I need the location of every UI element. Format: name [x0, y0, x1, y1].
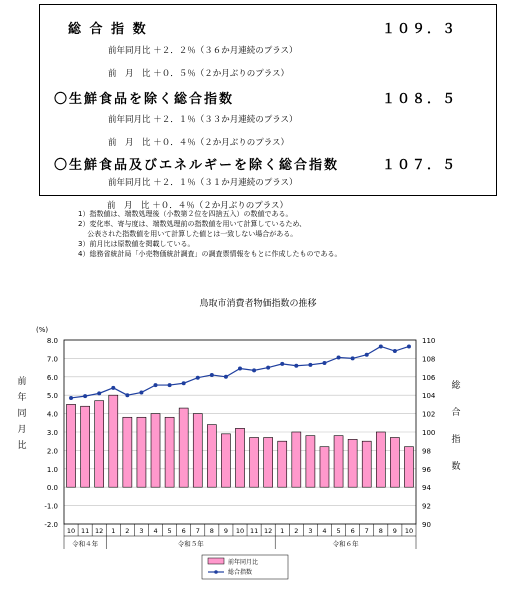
x-tick-label: 6 — [350, 527, 355, 535]
index-line — [71, 346, 409, 398]
index-point — [196, 376, 200, 380]
right-axis-label-char: 指 — [451, 435, 461, 445]
x-tick-label: 10 — [404, 527, 414, 535]
x-tick-label: 5 — [167, 527, 172, 535]
headline-yoy: 前年同月比 ＋２．２％（３６か月連続のプラス） — [108, 46, 298, 56]
bar — [292, 432, 301, 487]
x-tick-label: 3 — [139, 527, 144, 535]
bar — [334, 436, 343, 488]
ex-fresh-yoy: 前年同月比 ＋２．１％（３３か月連続のプラス） — [108, 115, 298, 125]
x-tick-label: 1 — [111, 527, 116, 535]
index-point — [266, 366, 270, 370]
right-tick-label: 90 — [422, 521, 431, 529]
bar — [404, 447, 413, 487]
left-tick-label: 4.0 — [46, 410, 58, 419]
index-point — [69, 396, 73, 400]
left-tick-label: -1.0 — [44, 502, 58, 511]
era-label: 令和４年 — [72, 540, 99, 548]
x-tick-label: 12 — [264, 527, 273, 535]
bar — [221, 434, 230, 487]
x-tick-label: 4 — [322, 527, 327, 535]
index-point — [308, 363, 312, 367]
bar — [348, 439, 357, 487]
right-tick-label: 96 — [422, 465, 431, 474]
ex-fresh-energy-yoy: 前年同月比 ＋２．１％（３１か月連続のプラス） — [108, 178, 298, 188]
right-tick-label: 106 — [422, 373, 436, 382]
left-axis-label-char: 比 — [17, 441, 27, 451]
headline-label: 総 合 指 数 — [68, 22, 148, 37]
bar — [320, 447, 329, 487]
x-tick-label: 10 — [235, 527, 245, 535]
footnote: 公表された指数値を用いて計算した値とは一致しない場合がある。 — [78, 230, 298, 238]
right-tick-label: 100 — [422, 429, 436, 437]
left-axis-label-char: 同 — [17, 409, 27, 419]
index-point — [379, 344, 383, 348]
era-label: 令和６年 — [332, 540, 359, 548]
legend-label: 総合指数 — [228, 569, 253, 576]
headline-value: １０９．３ — [382, 22, 458, 37]
bar — [390, 438, 399, 488]
index-point — [154, 383, 158, 387]
x-tick-label: 8 — [209, 527, 214, 535]
x-tick-label: 9 — [223, 527, 228, 535]
index-point — [407, 344, 411, 348]
x-tick-label: 11 — [249, 527, 259, 535]
bar — [81, 406, 90, 487]
left-axis-label-char: 前 — [17, 377, 27, 387]
bar — [207, 425, 216, 488]
bar — [376, 432, 385, 487]
right-tick-label: 108 — [422, 355, 436, 364]
index-point — [252, 368, 256, 372]
left-axis-label-char: 年 — [17, 393, 27, 403]
x-tick-label: 6 — [181, 527, 186, 535]
index-point — [238, 367, 242, 371]
index-point — [182, 381, 186, 385]
x-tick-label: 2 — [294, 527, 299, 535]
legend-swatch-bar — [208, 558, 224, 564]
index-point — [83, 394, 87, 398]
index-point — [97, 391, 101, 395]
index-point — [365, 353, 369, 357]
bar — [250, 438, 259, 488]
index-point — [322, 361, 326, 365]
ex-fresh-value: １０８．５ — [382, 92, 458, 107]
bar — [123, 417, 132, 487]
left-tick-label: 3.0 — [46, 429, 58, 437]
index-point — [337, 355, 341, 359]
bar — [193, 414, 202, 488]
ex-fresh-label: 〇生鮮食品を除く総合指数 — [54, 92, 235, 107]
left-tick-label: 8.0 — [46, 337, 58, 345]
left-tick-label: 2.0 — [46, 447, 58, 456]
bar — [151, 414, 160, 488]
bar — [179, 408, 188, 487]
left-tick-label: 0.0 — [46, 484, 58, 493]
right-tick-label: 94 — [422, 484, 431, 493]
x-tick-label: 7 — [364, 527, 369, 535]
right-axis-label-char: 合 — [451, 408, 461, 418]
right-tick-label: 104 — [422, 392, 436, 401]
right-axis-label-char: 数 — [451, 462, 461, 472]
index-point — [224, 375, 228, 379]
right-tick-label: 102 — [422, 410, 436, 419]
ex-fresh-energy-mom: 前 月 比 ＋０．４％（２か月ぶりのプラス） — [107, 201, 288, 211]
left-axis-label-char: 月 — [17, 425, 27, 435]
era-label: 令和５年 — [177, 540, 204, 548]
left-tick-label: 6.0 — [46, 373, 58, 382]
legend-swatch-point — [214, 570, 218, 574]
x-tick-label: 8 — [378, 527, 383, 535]
index-point — [210, 373, 214, 377]
bar — [264, 438, 273, 488]
right-tick-label: 92 — [422, 502, 431, 511]
index-point — [294, 364, 298, 368]
left-unit: (%) — [36, 326, 49, 334]
ex-fresh-energy-value: １０７．５ — [382, 158, 458, 173]
ex-fresh-mom: 前 月 比 ＋０．４％（２か月ぶりのプラス） — [108, 138, 289, 148]
footnote: 3）前月比は原数値を掲載している。 — [78, 240, 195, 248]
bar — [67, 404, 76, 487]
bar — [362, 441, 371, 487]
x-tick-label: 7 — [195, 527, 200, 535]
bar — [306, 436, 315, 488]
bar — [165, 417, 174, 487]
x-tick-label: 1 — [280, 527, 285, 535]
bar — [95, 401, 104, 487]
index-point — [139, 390, 143, 394]
x-tick-label: 4 — [153, 527, 158, 535]
legend-label: 前年同月比 — [228, 559, 259, 566]
headline-mom: 前 月 比 ＋０．５％（２か月ぶりのプラス） — [108, 69, 289, 79]
left-tick-label: 7.0 — [46, 355, 58, 364]
bar — [278, 441, 287, 487]
left-tick-label: -2.0 — [44, 521, 58, 529]
cpi-chart — [0, 288, 516, 598]
left-tick-label: 1.0 — [46, 465, 58, 474]
footnote: 1）指数値は、端数処理後（小数第２位を四捨五入）の数値である。 — [78, 210, 293, 218]
index-point — [280, 362, 284, 366]
footnote: 2）変化率、寄与度は、端数処理前の指数値を用いて計算しているため、 — [78, 220, 307, 228]
x-tick-label: 12 — [95, 527, 104, 535]
bar — [109, 395, 118, 487]
footnotes — [78, 209, 341, 259]
summary-box — [39, 4, 497, 196]
bar — [137, 417, 146, 487]
left-tick-label: 5.0 — [46, 392, 58, 401]
right-tick-label: 110 — [422, 337, 436, 345]
footnote: 4）総務省統計局「小売物価統計調査」の調査票情報をもとに作成したものである。 — [78, 250, 342, 258]
x-tick-label: 11 — [80, 527, 90, 535]
x-tick-label: 5 — [336, 527, 341, 535]
right-axis-label-char: 総 — [451, 381, 461, 391]
x-tick-label: 3 — [308, 527, 313, 535]
bar — [235, 428, 244, 487]
index-point — [111, 386, 115, 390]
x-tick-label: 9 — [392, 527, 397, 535]
index-point — [125, 393, 129, 397]
index-point — [351, 356, 355, 360]
x-tick-label: 10 — [66, 527, 76, 535]
index-point — [393, 349, 397, 353]
index-point — [168, 383, 172, 387]
x-tick-label: 2 — [125, 527, 130, 535]
ex-fresh-energy-label: 〇生鮮食品及びエネルギーを除く総合指数 — [54, 158, 340, 173]
chart-title: 鳥取市消費者物価指数の推移 — [199, 299, 317, 309]
right-tick-label: 98 — [422, 447, 431, 456]
